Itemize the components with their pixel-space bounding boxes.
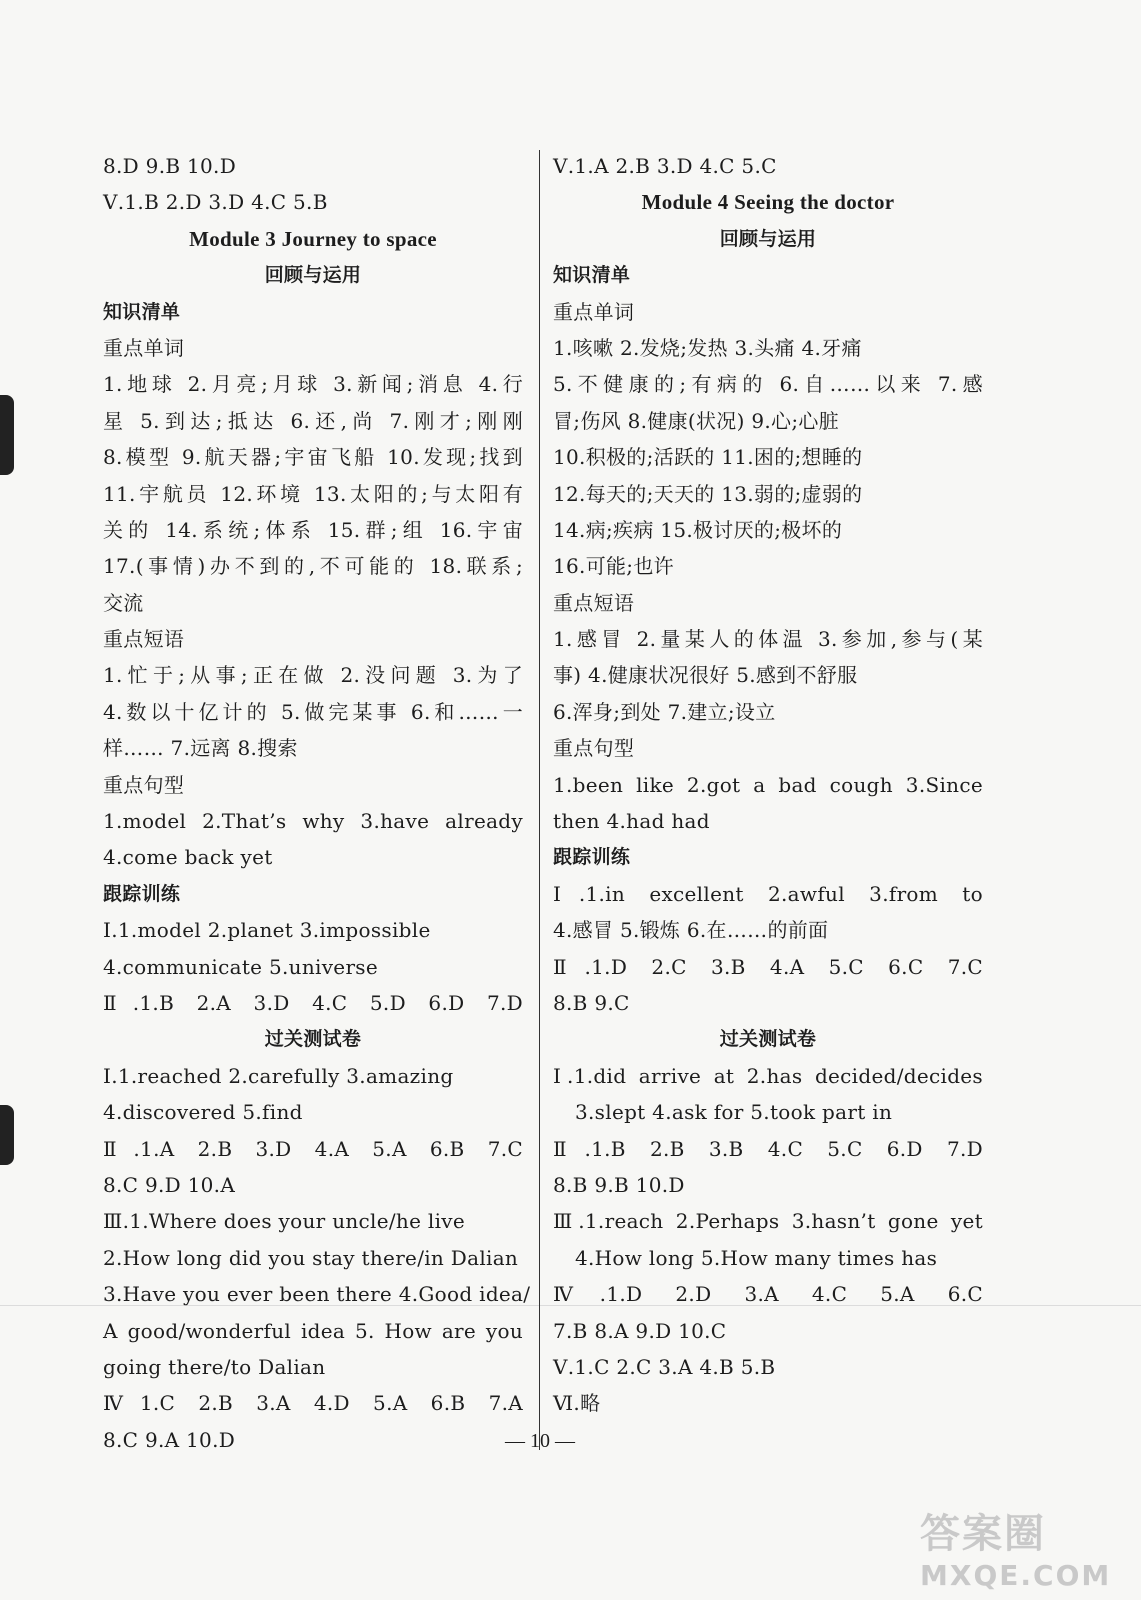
answer-line: 8.B 9.C	[553, 990, 630, 1015]
answer-line: Ⅴ.1.B 2.D 3.D 4.C 5.B	[103, 190, 328, 215]
answer-line: 关的 14.系统;体系 15.群;组 16.宇宙	[103, 517, 523, 542]
answer-line: 4.How long 5.How many times has	[575, 1245, 938, 1270]
answer-line: 1.感冒 2.量某人的体温 3.参加,参与(某	[553, 627, 983, 652]
answer-line: 重点句型	[553, 736, 635, 761]
answer-line: 重点短语	[553, 590, 635, 615]
answer-line: 重点单词	[103, 335, 185, 360]
answer-line: 重点句型	[103, 772, 185, 797]
watermark-bottom: MXQE.COM	[920, 1559, 1112, 1592]
answer-line: 重点短语	[103, 627, 185, 652]
answer-line: 10.积极的;活跃的 11.困的;想睡的	[553, 445, 863, 470]
answer-line: Ⅴ.1.C 2.C 3.A 4.B 5.B	[553, 1354, 776, 1379]
answer-line: 8.B 9.B 10.D	[553, 1172, 685, 1197]
answer-line: Ⅲ.1.Where does your uncle/he live	[103, 1209, 466, 1234]
answer-line: Ⅱ.1.A 2.B 3.D 4.A 5.A 6.B 7.C	[103, 1136, 523, 1161]
answer-line: Ⅱ.1.B 2.A 3.D 4.C 5.D 6.D 7.D	[103, 990, 523, 1015]
answer-line: 星 5.到达;抵达 6.还,尚 7.刚才;刚刚	[103, 408, 523, 433]
answer-line: 2.How long did you stay there/in Dalian	[103, 1245, 519, 1270]
section-heading: 过关测试卷	[264, 1028, 362, 1051]
section-heading: 知识清单	[103, 300, 181, 323]
answer-line: Ⅰ.1.reached 2.carefully 3.amazing	[103, 1063, 454, 1088]
answer-line: 8.模型 9.航天器;宇宙飞船 10.发现;找到	[103, 445, 523, 470]
column-divider	[539, 150, 540, 1450]
answer-line: 重点单词	[553, 299, 635, 324]
right-column	[553, 148, 983, 1422]
watermark-logo	[920, 1502, 1135, 1597]
answer-line: Ⅰ.1.did arrive at 2.has decided/decides	[553, 1063, 983, 1088]
answer-line: 6.浑身;到处 7.建立;设立	[553, 699, 776, 724]
answer-line: A good/wonderful idea 5. How are you	[103, 1318, 523, 1343]
answer-line: 1.忙于;从事;正在做 2.没问题 3.为了	[103, 663, 523, 688]
answer-line: 1.地球 2.月亮;月球 3.新闻;消息 4.行	[103, 372, 523, 397]
answer-line: 11.宇航员 12.环境 13.太阳的;与太阳有	[103, 481, 523, 506]
page-number: — 10 —	[505, 1430, 575, 1452]
answer-line: 1.咳嗽 2.发烧;发热 3.头痛 4.牙痛	[553, 335, 862, 360]
module-title: Module 4 Seeing the doctor	[641, 190, 895, 215]
section-heading: 回顾与运用	[264, 264, 362, 287]
answer-line: 14.病;疾病 15.极讨厌的;极坏的	[553, 517, 843, 542]
answer-line: 事) 4.健康状况很好 5.感到不舒服	[553, 663, 858, 688]
answer-line: Ⅰ.1.in excellent 2.awful 3.from to	[553, 881, 983, 906]
section-heading: 跟踪训练	[553, 846, 631, 869]
answer-line: Ⅳ.1.D 2.D 3.A 4.C 5.A 6.C	[553, 1282, 983, 1307]
answer-line: 4.感冒 5.锻炼 6.在……的前面	[553, 918, 829, 943]
answer-line: Ⅱ.1.D 2.C 3.B 4.A 5.C 6.C 7.C	[553, 954, 983, 979]
answer-line: 8.D 9.B 10.D	[103, 154, 237, 178]
answer-line: Ⅱ.1.B 2.B 3.B 4.C 5.C 6.D 7.D	[553, 1136, 983, 1161]
answer-line: then 4.had had	[553, 809, 710, 834]
answer-line: Ⅳ1.C 2.B 3.A 4.D 5.A 6.B 7.A	[103, 1391, 523, 1416]
answer-line: Ⅴ.1.A 2.B 3.D 4.C 5.C	[553, 154, 777, 178]
answer-line: 3.Have you ever been there 4.Good idea/	[103, 1282, 531, 1307]
answer-line: 8.C 9.A 10.D	[103, 1427, 236, 1452]
left-column	[103, 148, 531, 1458]
answer-line: 12.每天的;天天的 13.弱的;虚弱的	[553, 481, 863, 506]
section-heading: 跟踪训练	[103, 882, 181, 905]
scan-edge-mark	[0, 1105, 14, 1165]
section-heading: 回顾与运用	[719, 227, 817, 250]
answer-line: 16.可能;也许	[553, 554, 674, 579]
section-heading: 过关测试卷	[719, 1028, 817, 1051]
answer-line: 交流	[103, 590, 144, 615]
answer-line: going there/to Dalian	[103, 1354, 326, 1379]
scan-edge-mark	[0, 395, 14, 475]
answer-line: 4.discovered 5.find	[103, 1100, 303, 1125]
answer-line: 7.B 8.A 9.D 10.C	[553, 1318, 727, 1343]
answer-line: 5.不健康的;有病的 6.自……以来 7.感	[553, 372, 983, 397]
answer-line: 4.communicate 5.universe	[103, 954, 379, 979]
answer-line: 1.been like 2.got a bad cough 3.Since	[553, 772, 983, 797]
answer-line: 样…… 7.远离 8.搜索	[103, 736, 298, 761]
section-heading: 知识清单	[553, 264, 631, 287]
answer-line: 17.(事情)办不到的,不可能的 18.联系;	[103, 554, 523, 579]
answer-line: 1.model 2.That’s why 3.have already	[103, 809, 523, 834]
module-title: Module 3 Journey to space	[189, 226, 437, 251]
answer-line: 8.C 9.D 10.A	[103, 1172, 236, 1197]
watermark-top: 答案圈	[920, 1511, 1046, 1557]
answer-line: Ⅰ.1.model 2.planet 3.impossible	[103, 918, 431, 943]
answer-line: 4.come back yet	[103, 845, 273, 870]
answer-line: 3.slept 4.ask for 5.took part in	[575, 1100, 893, 1125]
answer-line: Ⅵ.略	[553, 1391, 601, 1416]
answer-line: Ⅲ.1.reach 2.Perhaps 3.hasn’t gone yet	[553, 1209, 983, 1234]
answer-line: 4.数以十亿计的 5.做完某事 6.和……一	[103, 699, 523, 724]
answer-line: 冒;伤风 8.健康(状况) 9.心;心脏	[553, 408, 839, 433]
